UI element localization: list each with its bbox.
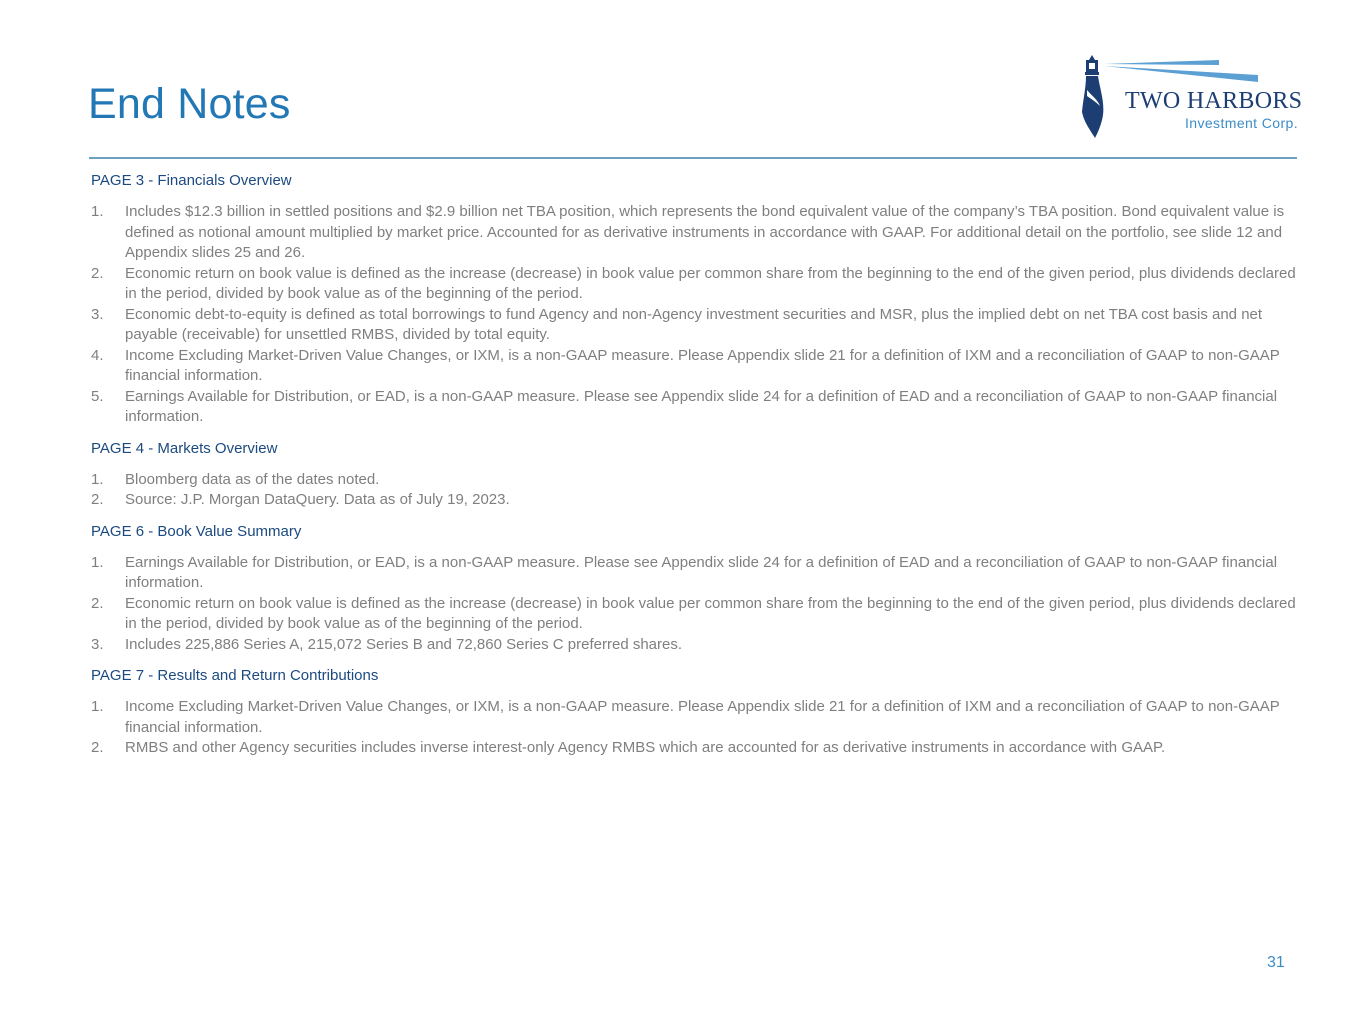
note-text: RMBS and other Agency securities includes inverse interest-only Agency RMBS which are accounted for as derivative instruments in accordance with GAAP. bbox=[125, 739, 1166, 756]
list-item bbox=[91, 738, 1301, 759]
note-text: Includes $12.3 billion in settled positions and $2.9 billion net TBA position, which represents the bond equivalent value of the company’s TBA position. Bond equivalent value is defined as notional amount multiplied by market price. Accounted for as derivative instruments in accordance with GAAP. For additional detail on the portfolio, see slide 12 and Appendix slides 25 and 26. bbox=[125, 203, 1285, 261]
two-harbors-logo bbox=[1076, 50, 1306, 142]
note-text: Economic debt-to-equity is defined as total borrowings to fund Agency and non-Agency investment securities and MSR, plus the implied debt on net TBA cost basis and net payable (receivable) for unsettled RMBS, divided by total equity. bbox=[125, 305, 1263, 343]
note-text: Bloomberg data as of the dates noted. bbox=[125, 470, 380, 488]
list-item bbox=[91, 490, 1301, 511]
header-divider bbox=[89, 157, 1297, 159]
note-number: 3. bbox=[91, 635, 104, 653]
end-notes-content bbox=[91, 172, 1301, 771]
note-number: 4. bbox=[91, 346, 104, 364]
note-text: Economic return on book value is defined as the increase (decrease) in book value per common share from the beginning to the end of the given period, plus dividends declared in the period, divided by book value as of the beginning of the period. bbox=[125, 594, 1296, 632]
note-number: 1. bbox=[91, 553, 104, 571]
note-text: Earnings Available for Distribution, or EAD, is a non-GAAP measure. Please see Appendix slide 24 for a definition of EAD and a reconciliation of GAAP to non-GAAP financial information. bbox=[125, 553, 1278, 591]
list-item bbox=[91, 470, 1301, 491]
page-title: End Notes bbox=[88, 80, 291, 128]
logo-tagline: Investment Corp. bbox=[1185, 115, 1298, 131]
note-number: 3. bbox=[91, 305, 104, 323]
note-number: 2. bbox=[91, 264, 104, 282]
note-number: 2. bbox=[91, 739, 104, 756]
notes-list bbox=[91, 202, 1301, 428]
notes-list bbox=[91, 697, 1301, 759]
note-number: 1. bbox=[91, 470, 104, 488]
note-text: Income Excluding Market-Driven Value Changes, or IXM, is a non-GAAP measure. Please Appendix slide 21 for a definition of IXM and a reconciliation of GAAP to non-GAAP financial information. bbox=[125, 698, 1280, 736]
logo-company-name: TWO HARBORS bbox=[1125, 88, 1303, 114]
note-text: Earnings Available for Distribution, or EAD, is a non-GAAP measure. Please see Appendix slide 24 for a definition of EAD and a reconciliation of GAAP to non-GAAP financial information. bbox=[125, 387, 1278, 425]
note-number: 5. bbox=[91, 387, 104, 405]
notes-list bbox=[91, 553, 1301, 656]
note-text: Source: J.P. Morgan DataQuery. Data as of July 19, 2023. bbox=[125, 491, 510, 508]
note-text: Income Excluding Market-Driven Value Changes, or IXM, is a non-GAAP measure. Please Appendix slide 21 for a definition of IXM and a reconciliation of GAAP to non-GAAP financial information. bbox=[125, 346, 1280, 384]
list-item bbox=[91, 264, 1301, 305]
note-number: 1. bbox=[91, 203, 104, 220]
list-item bbox=[91, 697, 1301, 738]
note-number: 2. bbox=[91, 594, 104, 612]
list-item bbox=[91, 387, 1301, 428]
note-number: 2. bbox=[91, 491, 104, 508]
section-heading: PAGE 7 - Results and Return Contributions bbox=[91, 667, 379, 684]
section-heading: PAGE 6 - Book Value Summary bbox=[91, 522, 302, 540]
list-item bbox=[91, 202, 1301, 264]
list-item bbox=[91, 635, 1301, 656]
list-item bbox=[91, 594, 1301, 635]
note-text: Includes 225,886 Series A, 215,072 Series B and 72,860 Series C preferred shares. bbox=[125, 635, 683, 653]
note-text: Economic return on book value is defined as the increase (decrease) in book value per common share from the beginning to the end of the given period, plus dividends declared in the period, divided by book value as of the beginning of the period. bbox=[125, 264, 1296, 302]
list-item bbox=[91, 346, 1301, 387]
notes-list bbox=[91, 470, 1301, 511]
list-item bbox=[91, 553, 1301, 594]
section-heading: PAGE 3 - Financials Overview bbox=[91, 172, 292, 189]
page-number: 31 bbox=[1267, 954, 1285, 971]
note-number: 1. bbox=[91, 698, 104, 715]
section-heading: PAGE 4 - Markets Overview bbox=[91, 439, 278, 457]
list-item bbox=[91, 305, 1301, 346]
